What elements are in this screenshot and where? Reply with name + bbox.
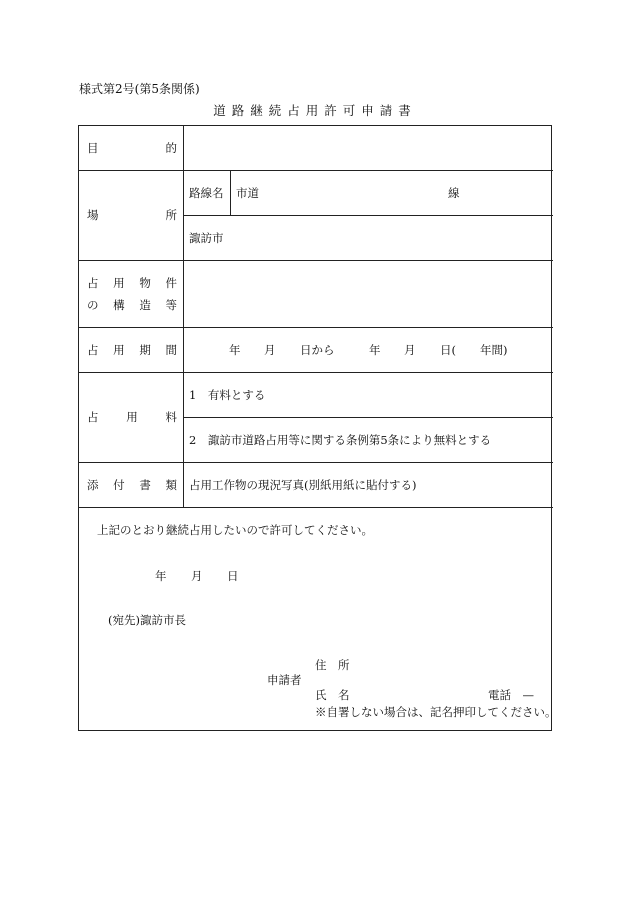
row-divider: [79, 462, 553, 463]
seal-note: ※自署しない場合は、記名押印してください。: [315, 705, 557, 719]
row-divider: [79, 170, 553, 171]
row-divider: [183, 417, 553, 418]
date-day: 日: [227, 569, 239, 583]
period-to-month: 月: [404, 343, 416, 357]
address-label: 住 所: [315, 658, 350, 672]
name-label: 氏 名: [315, 688, 350, 702]
period-from-year: 年: [229, 343, 241, 357]
period-from-month: 月: [264, 343, 276, 357]
fee-option-free: 2 諏訪市道路占用等に関する条例第5条により無料とする: [189, 433, 492, 447]
applicant-label: 申請者: [267, 673, 302, 687]
route-prefix: 市道: [236, 186, 259, 200]
row-divider: [183, 215, 553, 216]
fee-label: 占 用 料: [87, 410, 177, 424]
location-label: 場 所: [87, 208, 177, 222]
attachments-label: 添 付 書 類: [87, 478, 177, 492]
purpose-field[interactable]: [187, 136, 547, 162]
column-divider: [183, 126, 184, 507]
structure-label-line1: 占 用 物 件: [87, 276, 177, 290]
application-form-table: [78, 125, 557, 731]
period-label: 占 用 期 間: [87, 343, 177, 357]
period-to-year: 年: [369, 343, 381, 357]
purpose-label: 目 的: [87, 141, 177, 155]
row-divider: [79, 327, 553, 328]
addressee: (宛先)諏訪市長: [108, 613, 186, 627]
column-divider: [230, 170, 231, 215]
structure-label-line2: の 構 造 等: [87, 298, 177, 312]
period-from-day: 日から: [300, 343, 335, 357]
phone-label: 電話 —: [488, 688, 534, 702]
declaration-statement: 上記のとおり継続占用したいので許可してください。: [97, 523, 373, 537]
fee-option-paid: 1 有料とする: [189, 388, 266, 402]
route-name-label: 路線名: [189, 186, 224, 200]
date-year: 年: [155, 569, 167, 583]
form-title: 道路継続占用許可申請書: [213, 103, 417, 118]
date-month: 月: [191, 569, 203, 583]
form-number: 様式第2号(第5条関係): [79, 82, 200, 96]
row-divider: [79, 372, 553, 373]
row-divider: [79, 507, 553, 508]
period-duration: 年間): [480, 343, 508, 357]
location-city: 諏訪市: [189, 231, 224, 245]
route-suffix: 線: [448, 186, 460, 200]
period-to-day: 日(: [440, 343, 456, 357]
attachments-value: 占用工作物の現況写真(別紙用紙に貼付する): [189, 478, 417, 492]
row-divider: [79, 260, 553, 261]
